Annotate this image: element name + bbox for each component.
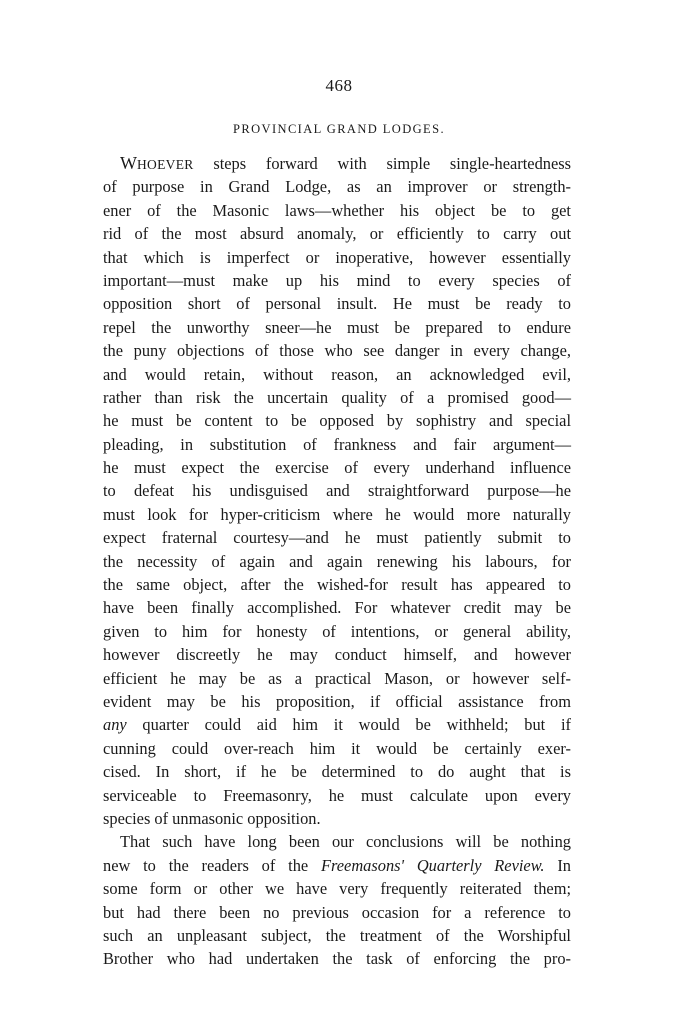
paragraph-line: important—must make up his mind to every species of — [103, 270, 571, 290]
paragraph-line: given to him for honesty of intentions, or general ability, — [103, 621, 571, 641]
paragraph-line: serviceable to Freemasonry, he must calculate upon every — [103, 785, 571, 805]
running-head: PROVINCIAL GRAND LODGES. — [233, 122, 445, 136]
paragraph-line: evident may be his proposition, if official assistance from — [103, 691, 571, 711]
line-text: In — [544, 855, 571, 875]
body-text — [103, 152, 571, 971]
paragraph-line: efficient he may be as a practical Mason, or however self- — [103, 668, 571, 688]
paragraph-line: rid of the most absurd anomaly, or efficiently to carry out — [103, 224, 571, 244]
line-text: new to the readers of the — [103, 855, 321, 875]
paragraph-line: cised. In short, if he be determined to do aught that is — [103, 762, 571, 782]
paragraph-line: Brother who had undertaken the task of enforcing the pro- — [103, 949, 571, 969]
paragraph-line: some form or other we have very frequently reiterated them; — [103, 879, 571, 899]
paragraph-line: but had there been no previous occasion for a reference to — [103, 902, 571, 922]
paragraph-line: he must be content to be opposed by sophistry and special — [103, 411, 571, 431]
paragraph-line: the necessity of again and again renewing his labours, for — [103, 551, 571, 571]
paragraph-line — [103, 854, 571, 877]
paragraph-line: must look for hyper-criticism where he would more naturally — [103, 504, 571, 524]
paragraph-line: repel the unworthy sneer—he must be prepared to endure — [103, 317, 571, 337]
paragraph-line: such an unpleasant subject, the treatment of the Worshipful — [103, 925, 571, 945]
dropcap-initial: W — [120, 153, 137, 173]
paragraph-line: ener of the Masonic laws—whether his object be to get — [103, 200, 571, 220]
paragraph-line: that which is imperfect or inoperative, however essentially — [103, 247, 571, 267]
paragraph-line: and would retain, without reason, an acknowledged evil, — [103, 364, 571, 384]
paragraph-line: have been finally accomplished. For whatever credit may be — [103, 598, 571, 618]
paragraph-line: however discreetly he may conduct himself, and however — [103, 645, 571, 665]
journal-title: Freemasons' Quarterly Review. — [321, 855, 545, 875]
paragraph-line: the same object, after the wished-for result has appeared to — [103, 575, 571, 595]
line-text: quarter could aid him it would be withheld; but if — [126, 715, 571, 735]
page-number: 468 — [325, 76, 353, 95]
paragraph-line: the puny objections of those who see danger in every change, — [103, 341, 571, 361]
paragraph-line: to defeat his undisguised and straightforward purpose—he — [103, 481, 571, 501]
paragraph-line: he must expect the exercise of every underhand influence — [103, 458, 571, 478]
paragraph-line: rather than risk the uncertain quality of a promised good— — [103, 387, 571, 407]
line-text: steps forward with simple single-heartedness — [193, 154, 571, 173]
paragraph-line: cunning could over-reach him it would be certainly exer- — [103, 738, 571, 758]
paragraph-line — [103, 152, 571, 175]
paragraph-line: expect fraternal courtesy—and he must patiently submit to — [103, 528, 571, 548]
dropcap-smallcaps: HOEVER — [137, 157, 194, 172]
italic-word: any — [103, 715, 127, 735]
paragraph-line — [103, 713, 571, 736]
paragraph-line: pleading, in substitution of frankness and fair argument— — [103, 434, 571, 454]
paragraph-line: opposition short of personal insult. He must be ready to — [103, 294, 571, 314]
paragraph-line: of purpose in Grand Lodge, as an improver or strength- — [103, 177, 571, 197]
paragraph-line: That such have long been our conclusions will be nothing — [120, 832, 571, 852]
paragraph-line: species of unmasonic opposition. — [103, 808, 321, 828]
